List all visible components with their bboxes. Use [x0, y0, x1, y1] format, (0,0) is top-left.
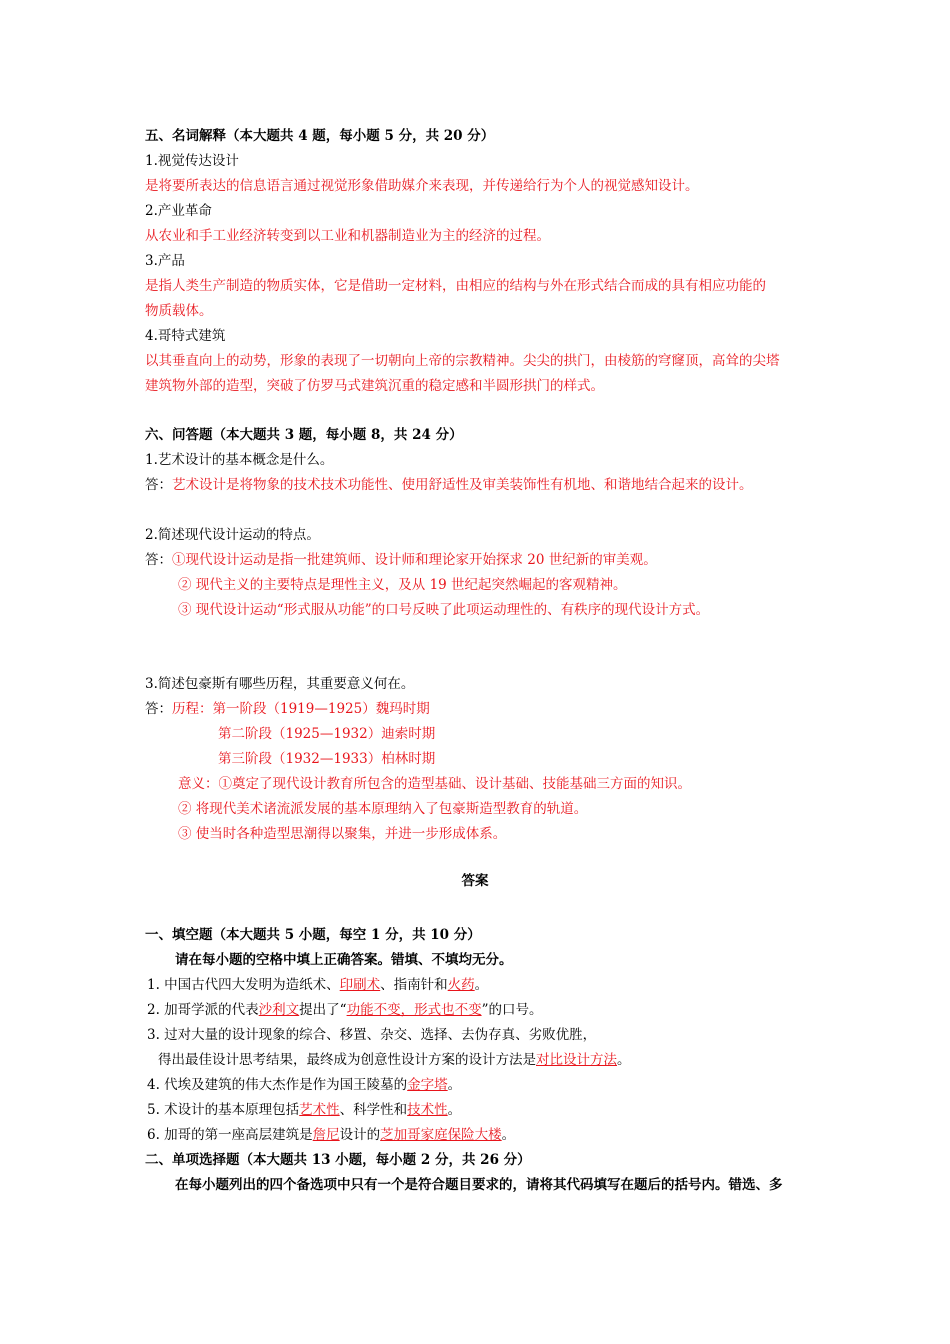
- text: 、指南针和: [380, 977, 448, 993]
- answer-3-significance-2: ② 将现代美术诸流派发展的基本原理纳入了包豪斯造型教育的轨道。: [178, 801, 588, 817]
- answer-title: 答案: [461, 873, 489, 889]
- section-1-instruction: 请在每小题的空格中填上正确答案。错填、不填均无分。: [175, 952, 513, 968]
- term-1: 1.视觉传达设计: [145, 153, 239, 169]
- definition-3-line-1: 是指人类生产制造的物质实体，它是借助一定材料，由相应的结构与外在形式结合而成的具有相应功能的: [145, 278, 766, 294]
- term-3: 3.产品: [145, 253, 185, 269]
- text: 设计的: [339, 1127, 381, 1143]
- answer-3-history-2: 第二阶段（1925—1932）迪索时期: [218, 726, 436, 742]
- answer-3-history-1: 历程：第一阶段（1919—1925）魏玛时期: [172, 701, 430, 717]
- section-2-instruction: 在每小题列出的四个备选项中只有一个是符合题目要求的，请将其代码填写在题后的括号内。错选、多: [175, 1177, 783, 1193]
- text: 。: [447, 1102, 462, 1118]
- answer-3-significance-3: ③ 使当时各种造型思潮得以聚集，并进一步形成体系。: [178, 826, 507, 842]
- term-2: 2.产业革命: [145, 203, 212, 219]
- answer-2-line-1: [145, 550, 657, 570]
- definition-4-line-2: 建筑物外部的造型，突破了仿罗马式建筑沉重的稳定感和半圆形拱门的样式。: [145, 378, 604, 394]
- fill-question-3-line-2: [158, 1050, 631, 1070]
- fill-question-1: [147, 975, 488, 995]
- section-6-heading: 六、问答题（本大题共 3 题，每小题 8，共 24 分）: [145, 427, 463, 443]
- answer-2-point-3: ③ 现代设计运动“形式服从功能”的口号反映了此项运动理性的、有秩序的现代设计方式。: [178, 602, 710, 618]
- question-3: 3.简述包豪斯有哪些历程，其重要意义何在。: [145, 676, 415, 692]
- text: 4. 代埃及建筑的伟大杰作是作为国王陵墓的: [147, 1077, 408, 1093]
- answer-blank: 金字塔: [407, 1077, 448, 1093]
- answer-3-line-1: [145, 699, 430, 719]
- text: 1. 中国古代四大发明为造纸术、: [147, 977, 340, 993]
- text: 。: [447, 1077, 462, 1093]
- answer-blank: 沙利文: [258, 1002, 300, 1018]
- fill-question-2: [147, 1000, 542, 1020]
- section-5-heading: 五、名词解释（本大题共 4 题，每小题 5 分，共 20 分）: [145, 128, 495, 144]
- answer-blank: 芝加哥家庭保险大楼: [380, 1127, 502, 1143]
- text: 。: [501, 1127, 516, 1143]
- fill-question-3-line-1: 3. 过对大量的设计现象的综合、移置、杂交、选择、去伪存真、劣败优胜，: [147, 1027, 597, 1043]
- text: 6. 加哥的第一座高层建筑是: [147, 1127, 313, 1143]
- text: 5. 术设计的基本原理包括: [147, 1102, 300, 1118]
- section-1-heading: 一、填空题（本大题共 5 小题，每空 1 分，共 10 分）: [145, 927, 481, 943]
- definition-1: 是将要所表达的信息语言通过视觉形象借助媒介来表现，并传递给行为个人的视觉感知设计。: [145, 178, 699, 194]
- answer-prefix: 答：: [145, 552, 172, 568]
- answer-blank: 技术性: [407, 1102, 448, 1118]
- fill-question-4: [147, 1075, 461, 1095]
- text: 、科学性和: [339, 1102, 408, 1118]
- question-1: 1.艺术设计的基本概念是什么。: [145, 452, 334, 468]
- term-4: 4.哥特式建筑: [145, 328, 226, 344]
- answer-1: [145, 475, 753, 495]
- text: 提出了“: [299, 1002, 347, 1018]
- answer-blank: 艺术性: [299, 1102, 340, 1118]
- answer-3-history-3: 第三阶段（1932—1933）柏林时期: [218, 751, 436, 767]
- answer-blank: 詹尼: [312, 1127, 340, 1143]
- section-2-heading: 二、单项选择题（本大题共 13 小题，每小题 2 分，共 26 分）: [145, 1152, 531, 1168]
- answer-prefix: 答：: [145, 477, 172, 493]
- answer-blank: 功能不变，形式也不变: [346, 1002, 482, 1018]
- answer-2-point-2: ② 现代主义的主要特点是理性主义，及从 19 世纪起突然崛起的客观精神。: [178, 577, 627, 593]
- answer-blank: 印刷术: [339, 977, 381, 993]
- text: 2. 加哥学派的代表: [147, 1002, 259, 1018]
- answer-blank: 对比设计方法: [536, 1052, 617, 1068]
- answer-prefix: 答：: [145, 701, 172, 717]
- text: 。: [617, 1052, 631, 1068]
- answer-1-text: 艺术设计是将物象的技术技术功能性、使用舒适性及审美装饰性有机地、和谐地结合起来的设计。: [172, 477, 753, 493]
- answer-2-point-1: ①现代设计运动是指一批建筑师、设计师和理论家开始探求 20 世纪新的审美观。: [172, 552, 657, 568]
- answer-3-significance-1: 意义：①奠定了现代设计教育所包含的造型基础、设计基础、技能基础三方面的知识。: [178, 776, 691, 792]
- text: 。: [474, 977, 489, 993]
- fill-question-5: [147, 1100, 461, 1120]
- text: 得出最佳设计思考结果，最终成为创意性设计方案的设计方法是: [158, 1052, 536, 1068]
- question-2: 2.简述现代设计运动的特点。: [145, 527, 320, 543]
- text: ”的口号。: [481, 1002, 543, 1018]
- answer-blank: 火药: [447, 977, 475, 993]
- fill-question-6: [147, 1125, 515, 1145]
- definition-4-line-1: 以其垂直向上的动势，形象的表现了一切朝向上帝的宗教精神。尖尖的拱门，由棱筋的穹窿顶，高耸的尖塔: [145, 353, 780, 369]
- definition-3-line-2: 物质载体。: [145, 303, 213, 319]
- definition-2: 从农业和手工业经济转变到以工业和机器制造业为主的经济的过程。: [145, 228, 550, 244]
